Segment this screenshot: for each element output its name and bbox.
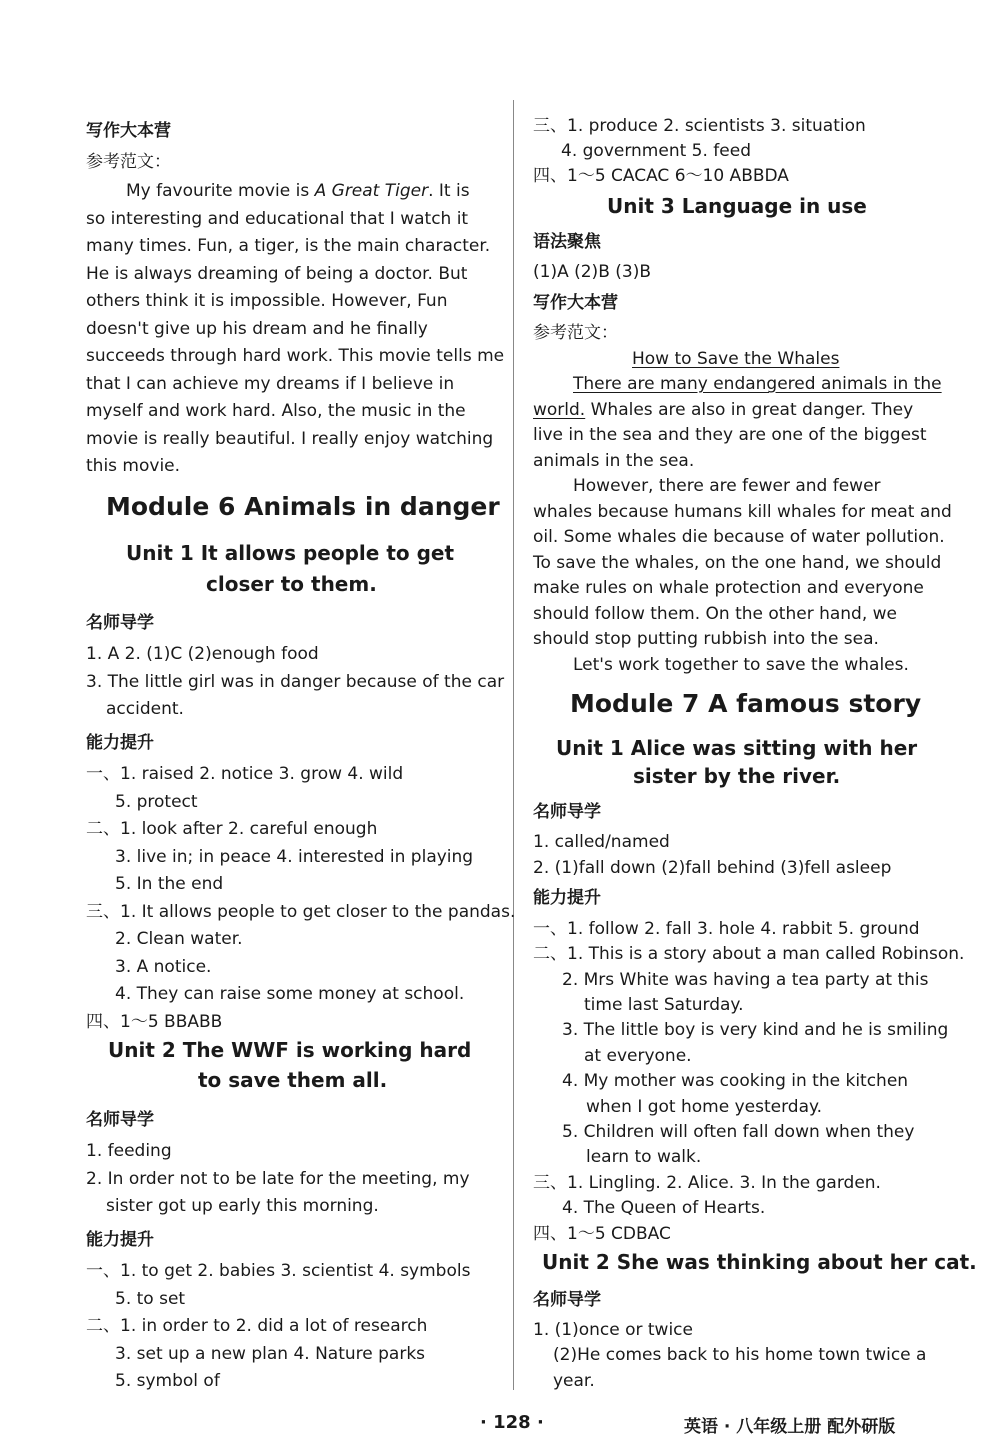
- m7-unit-1-title: Unit 1 Alice was sitting with her: [556, 736, 918, 760]
- module-7-title: Module 7 A famous story: [570, 689, 922, 718]
- essay-line: whales because humans kill whales for meat and: [533, 502, 952, 522]
- answer-line: 二、1. look after 2. careful enough: [86, 819, 378, 839]
- answer-line: 3. set up a new plan 4. Nature parks: [115, 1344, 426, 1364]
- reference-essay-label: 参考范文：: [533, 323, 618, 343]
- answer-line: when I got home yesterday.: [586, 1097, 823, 1117]
- answer-line: (2)He comes back to his home town twice a: [553, 1345, 927, 1365]
- answer-line: 5. protect: [115, 792, 198, 812]
- answer-line: 3. The little boy is very kind and he is smiling: [562, 1020, 949, 1040]
- essay-line: My favourite movie is A Great Tiger. It is: [126, 181, 470, 201]
- unit-2-title: Unit 2 The WWF is working hard: [108, 1038, 472, 1062]
- answer-line: 5. symbol of: [115, 1371, 220, 1391]
- answer-line: 二、1. in order to 2. did a lot of research: [86, 1316, 428, 1336]
- essay-line: many times. Fun, a tiger, is the main character.: [86, 236, 491, 256]
- answer-line: 2. Mrs White was having a tea party at this: [562, 970, 929, 990]
- answer-line: 四、1～5 BBABB: [86, 1012, 223, 1032]
- answer-line: 四、1～5 CACAC 6～10 ABBDA: [533, 166, 789, 186]
- essay-line-rest: Whales are also in great danger. They: [585, 400, 914, 420]
- answer-line: 一、1. raised 2. notice 3. grow 4. wild: [86, 764, 404, 784]
- answer-line: (1)A (2)B (3)B: [533, 262, 652, 282]
- essay-line: this movie.: [86, 456, 181, 476]
- answer-line: 3. The little girl was in danger because of the car: [86, 672, 505, 692]
- answer-line: 5. Children will often fall down when they: [562, 1122, 915, 1142]
- answer-line: 四、1～5 CDBAC: [533, 1224, 671, 1244]
- unit-2-title-cont: to save them all.: [198, 1068, 388, 1092]
- answer-line: 2. (1)fall down (2)fall behind (3)fell asleep: [533, 858, 892, 878]
- guide-section-title: 名师导学: [533, 802, 601, 822]
- essay-line: live in the sea and they are one of the biggest: [533, 425, 927, 445]
- essay-line: To save the whales, on the one hand, we should: [533, 553, 942, 573]
- essay-line: oil. Some whales die because of water pollution.: [533, 527, 945, 547]
- essay-line: should follow them. On the other hand, we: [533, 604, 898, 624]
- essay-title: How to Save the Whales: [632, 349, 840, 369]
- essay-line: so interesting and educational that I watch it: [86, 209, 469, 229]
- answer-line: learn to walk.: [586, 1147, 702, 1167]
- answer-line: sister got up early this morning.: [106, 1196, 379, 1216]
- answer-line: year.: [553, 1371, 595, 1391]
- column-divider: [513, 100, 514, 1390]
- writing-section-title: 写作大本营: [86, 121, 171, 141]
- answer-line: 1. feeding: [86, 1141, 172, 1161]
- answer-line: 1. called/named: [533, 832, 670, 852]
- essay-line: Let's work together to save the whales.: [573, 655, 909, 675]
- answer-line: 三、1. Lingling. 2. Alice. 3. In the garden.: [533, 1173, 881, 1193]
- answer-line: 1. A 2. (1)C (2)enough food: [86, 644, 319, 664]
- answer-line: 4. government 5. feed: [561, 141, 751, 161]
- essay-line: doesn't give up his dream and he finally: [86, 319, 428, 339]
- essay-underlined-word: world.: [533, 400, 586, 420]
- essay-line: animals in the sea.: [533, 451, 695, 471]
- unit-1-title-cont: closer to them.: [206, 572, 377, 596]
- answer-line: 三、1. It allows people to get closer to the pandas.: [86, 902, 516, 922]
- guide-section-title: 名师导学: [533, 1290, 601, 1310]
- improve-section-title: 能力提升: [533, 888, 601, 908]
- answer-line: 3. A notice.: [115, 957, 212, 977]
- grammar-section-title: 语法聚焦: [533, 232, 601, 252]
- essay-line: succeeds through hard work. This movie tells me: [86, 346, 505, 366]
- answer-line: 5. to set: [115, 1289, 186, 1309]
- answer-line: 三、1. produce 2. scientists 3. situation: [533, 116, 866, 136]
- writing-section-title: 写作大本营: [533, 293, 618, 313]
- essay-line: movie is really beautiful. I really enjoy watching: [86, 429, 494, 449]
- guide-section-title: 名师导学: [86, 1110, 154, 1130]
- answer-line: accident.: [106, 699, 184, 719]
- essay-line: that I can achieve my dreams if I believe in: [86, 374, 455, 394]
- unit-3-title: Unit 3 Language in use: [607, 194, 867, 218]
- module-6-title: Module 6 Animals in danger: [106, 492, 500, 521]
- page-number: · 128 ·: [480, 1412, 544, 1433]
- answer-line: 4. The Queen of Hearts.: [562, 1198, 766, 1218]
- reference-essay-label: 参考范文：: [86, 152, 171, 172]
- essay-line: make rules on whale protection and everyone: [533, 578, 924, 598]
- essay-line: He is always dreaming of being a doctor. But: [86, 264, 468, 284]
- essay-line: others think it is impossible. However, Fun: [86, 291, 448, 311]
- answer-line: 5. In the end: [115, 874, 224, 894]
- essay-line: However, there are fewer and fewer: [573, 476, 881, 496]
- answer-line: time last Saturday.: [584, 995, 744, 1015]
- answer-line: 2. Clean water.: [115, 929, 243, 949]
- answer-line: 一、1. to get 2. babies 3. scientist 4. symbols: [86, 1261, 471, 1281]
- answer-line: 3. live in; in peace 4. interested in playing: [115, 847, 474, 867]
- improve-section-title: 能力提升: [86, 733, 154, 753]
- m7-unit-2-title: Unit 2 She was thinking about her cat.: [542, 1250, 977, 1274]
- essay-line: myself and work hard. Also, the music in the: [86, 401, 466, 421]
- essay-line: [533, 398, 913, 422]
- m7-unit-1-title-cont: sister by the river.: [633, 764, 841, 788]
- answer-line: at everyone.: [584, 1046, 692, 1066]
- essay-line: should stop putting rubbish into the sea.: [533, 629, 879, 649]
- answer-line: 2. In order not to be late for the meeting, my: [86, 1169, 470, 1189]
- answer-line: 4. My mother was cooking in the kitchen: [562, 1071, 909, 1091]
- unit-1-title: Unit 1 It allows people to get: [126, 541, 455, 565]
- essay-line: There are many endangered animals in the: [573, 374, 942, 394]
- answer-line: 一、1. follow 2. fall 3. hole 4. rabbit 5. ground: [533, 919, 920, 939]
- improve-section-title: 能力提升: [86, 1230, 154, 1250]
- answer-line: 4. They can raise some money at school.: [115, 984, 465, 1004]
- guide-section-title: 名师导学: [86, 613, 154, 633]
- book-info: 英语 · 八年级上册 配外研版: [684, 1417, 896, 1437]
- answer-line: 二、1. This is a story about a man called Robinson.: [533, 944, 965, 964]
- answer-line: 1. (1)once or twice: [533, 1320, 693, 1340]
